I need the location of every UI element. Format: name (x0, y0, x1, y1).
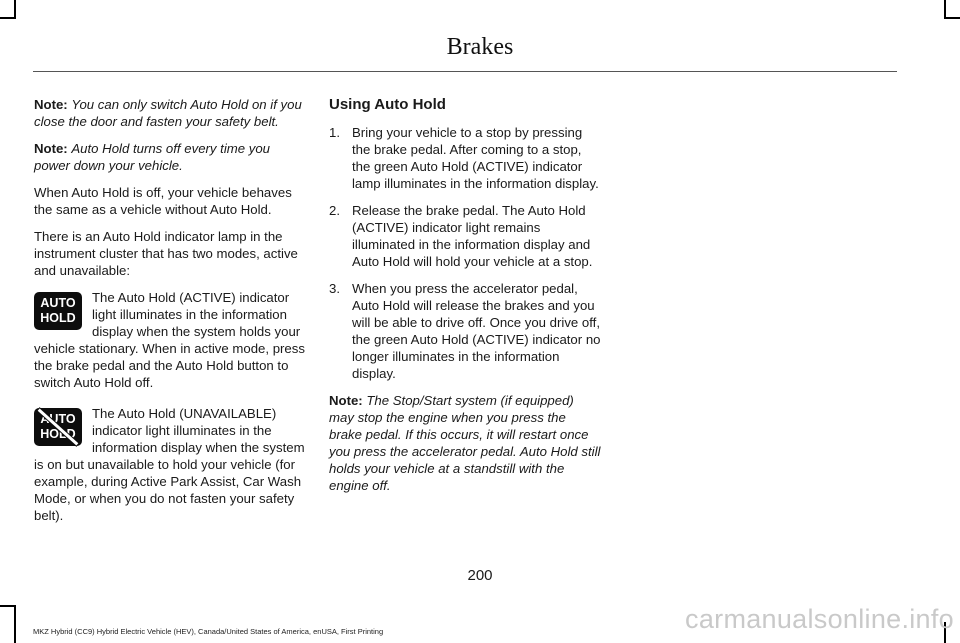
auto-hold-unavailable-icon (34, 408, 82, 446)
footer-text: MKZ Hybrid (CC9) Hybrid Electric Vehicle (HEV), Canada/United States of America, enUSA, First Printing (33, 627, 384, 636)
crop-mark-top-right (944, 17, 960, 19)
step-number: 2. (329, 203, 340, 218)
step-text: Bring your vehicle to a stop by pressing the brake pedal. After coming to a stop, the green Auto Hold (ACTIVE) indicator lamp illuminates in the information display. (352, 125, 599, 191)
unavailable-indicator-text: The Auto Hold (UNAVAILABLE) indicator light illuminates in the information display when the system is on but unavailable to hold your vehicle (for example, during Active Park Assist, Car Wash Mode, or when you do not fasten your safety belt). (34, 406, 305, 523)
step-number: 1. (329, 125, 340, 140)
icon-text: HOLD (40, 311, 76, 325)
step-text: When you press the accelerator pedal, Auto Hold will release the brakes and you will be able to drive off. Once you drive off, the green Auto Hold (ACTIVE) indicator no longer illuminates in the information display. (352, 281, 601, 381)
right-column (329, 96, 601, 504)
icon-text: AUTO (40, 412, 76, 426)
page-title: Brakes (446, 34, 514, 60)
step-number: 3. (329, 281, 340, 296)
list-item (329, 280, 601, 382)
note-label: Note: (329, 393, 363, 408)
icon-text: AUTO (40, 296, 76, 310)
active-indicator-text: The Auto Hold (ACTIVE) indicator light illuminates in the information display when the system holds your vehicle stationary. When in active mode, press the brake pedal and the Auto Hold button to switch Auto Hold off. (34, 290, 305, 390)
section-heading: Using Auto Hold (329, 96, 446, 113)
paragraph-auto-hold-off: When Auto Hold is off, your vehicle behaves the same as a vehicle without Auto Hold. (34, 185, 292, 217)
paragraph-indicator-lamp: There is an Auto Hold indicator lamp in the instrument cluster that has two modes, active and unavailable: (34, 229, 298, 278)
crop-mark-top-left (14, 0, 16, 18)
note-power-down (34, 140, 305, 174)
note-label: Note: (34, 141, 68, 156)
crop-mark-top-left (0, 17, 16, 19)
icon-text: HOLD (40, 427, 76, 441)
active-indicator-description (34, 289, 305, 391)
crop-mark-bottom-left (14, 605, 16, 643)
left-column (34, 96, 305, 534)
step-text: Release the brake pedal. The Auto Hold (ACTIVE) indicator light remains illuminated in the information display and Auto Hold will hold your vehicle at a stop. (352, 203, 593, 269)
note-text: Auto Hold turns off every time you power down your vehicle. (34, 141, 271, 173)
note-text: The Stop/Start system (if equipped) may stop the engine when you press the brake pedal. If this occurs, it will restart once you press the accelerator pedal. Auto Hold still holds your vehicle at a standstill with the engine off. (329, 393, 601, 493)
auto-hold-active-icon (34, 292, 82, 330)
note-safety-belt (34, 96, 305, 130)
crop-mark-bottom-left (0, 605, 16, 607)
unavailable-indicator-description (34, 405, 305, 524)
list-item (329, 124, 601, 192)
watermark: carmanualsonline.info (685, 604, 954, 634)
steps-list (329, 124, 601, 382)
list-item (329, 202, 601, 270)
header-divider (33, 71, 897, 72)
note-stop-start (329, 392, 601, 494)
note-text: You can only switch Auto Hold on if you close the door and fasten your safety belt. (34, 97, 302, 129)
crop-mark-top-right (944, 0, 946, 18)
note-label: Note: (34, 97, 68, 112)
page-number: 200 (467, 567, 493, 584)
